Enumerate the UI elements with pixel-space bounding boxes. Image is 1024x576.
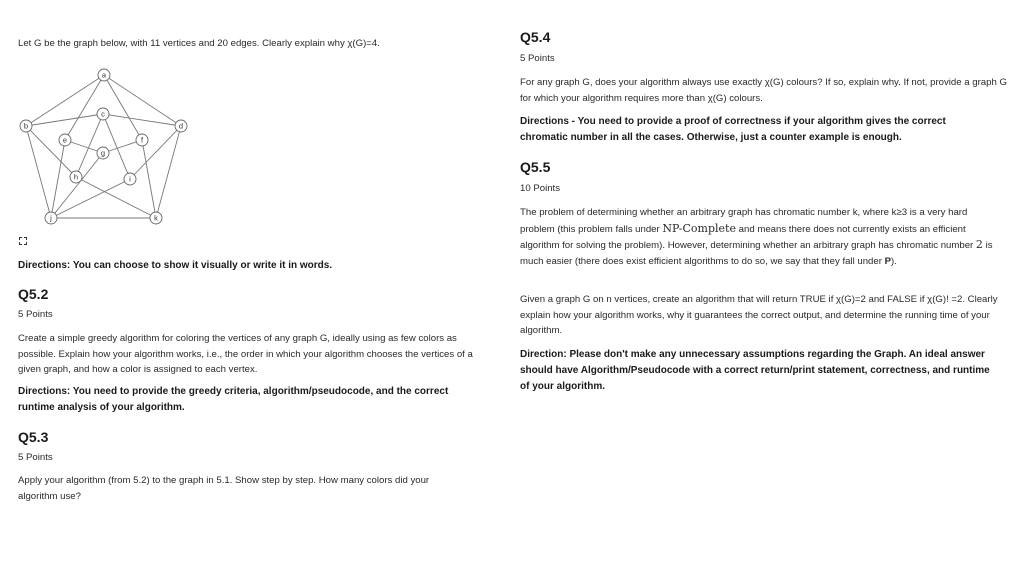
q55-body1: The problem of determining whether an arbitrary graph has chromatic number k, where k≥3 is a very hard problem (this problem falls under NP-Complete and means there does not currently exists an efficient algorithm for solving the problem). However, determining whether an arbitrary graph has chromatic number 2 is much easier (there does exist efficient algorithms to do so, we say that they fall under P). [520, 207, 993, 267]
graph-edge-a-d [104, 75, 181, 126]
q52-body: Create a simple greedy algorithm for coloring the vertices of any graph G, ideally using as few colors as possible. Explain how your algorithm works, i.e., the order in which your algorithm chooses the vertices of a given graph, and how a color is assigned to each vertex. [18, 333, 473, 375]
graph-edge-e-j [51, 140, 65, 218]
svg-text:i: i [129, 174, 131, 184]
graph-vertex-j [45, 212, 57, 224]
q51-prompt: Let G be the graph below, with 11 vertices and 20 edges. Clearly explain why χ(G)=4. [18, 38, 380, 49]
graph-vertex-f [136, 134, 148, 146]
q51-directions: Directions: You can choose to show it visually or write it in words. [18, 260, 333, 271]
graph-vertex-e [59, 134, 71, 146]
graph-vertex-h [70, 171, 82, 183]
svg-text:a: a [101, 70, 107, 80]
graph-edge-d-k [156, 126, 181, 218]
graph-vertex-i [124, 173, 136, 185]
q52-title: Q5.2 [18, 286, 49, 302]
q52-directions: Directions: You need to provide the greedy criteria, algorithm/pseudocode, and the correct runtime analysis of your algorithm. [18, 386, 449, 413]
q55-body2: Given a graph G on n vertices, create an algorithm that will return TRUE if χ(G)=2 and FALSE if χ(G)! =2. Clearly explain how your algorithm works, why it guarantees the correct output, and determine the running time of your algorithm. [520, 294, 998, 336]
svg-text:k: k [154, 213, 158, 223]
graph-edge-b-j [26, 126, 51, 218]
svg-text:e: e [62, 135, 68, 145]
q54-body: For any graph G, does your algorithm always use exactly χ(G) colours? If so, explain why. If not, provide a graph G for which your algorithm requires more than χ(G) colours. [520, 77, 1007, 104]
graph-figure [18, 62, 218, 232]
graph-vertex-b [20, 120, 32, 132]
graph-edge-f-k [142, 140, 156, 218]
q55-title: Q5.5 [520, 159, 551, 175]
q53-points: 5 Points [18, 452, 53, 463]
svg-text:f: f [140, 135, 144, 145]
graph-edge-g-j [51, 153, 103, 218]
q52-points: 5 Points [18, 309, 53, 320]
q54-directions: Directions - You need to provide a proof of correctness if your algorithm gives the correct chromatic number in all the cases. Otherwise, just a counter example is enough. [520, 116, 946, 143]
svg-text:d: d [178, 121, 184, 131]
svg-text:g: g [100, 148, 106, 158]
q53-body: Apply your algorithm (from 5.2) to the graph in 5.1. Show step by step. How many colors did your algorithm use? [18, 475, 430, 502]
q54-points: 5 Points [520, 53, 555, 64]
graph-edge-c-d [103, 114, 181, 126]
graph-vertex-a [98, 69, 110, 81]
svg-text:j: j [50, 213, 52, 223]
q53-title: Q5.3 [18, 429, 49, 445]
graph-vertex-d [175, 120, 187, 132]
q55-directions: Direction: Please don't make any unnecessary assumptions regarding the Graph. An ideal answer should have Algorithm/Pseudocode with a correct return/print statement, correctness, and runtime of your algorithm. [520, 349, 990, 392]
graph-vertex-g [97, 147, 109, 159]
svg-text:b: b [23, 121, 29, 131]
svg-text:c: c [101, 109, 105, 119]
graph-edge-a-b [26, 75, 104, 126]
graph-vertex-k [150, 212, 162, 224]
svg-text:h: h [73, 172, 79, 182]
graph-edge-a-e [65, 75, 104, 140]
q54-title: Q5.4 [520, 29, 551, 45]
graph-edge-h-k [76, 174, 156, 218]
graph-edge-b-c [26, 114, 103, 126]
expand-icon[interactable] [19, 237, 27, 245]
graph-vertex-c [97, 108, 109, 120]
q55-points: 10 Points [520, 183, 561, 194]
graph-edge-c-i [100, 114, 130, 179]
